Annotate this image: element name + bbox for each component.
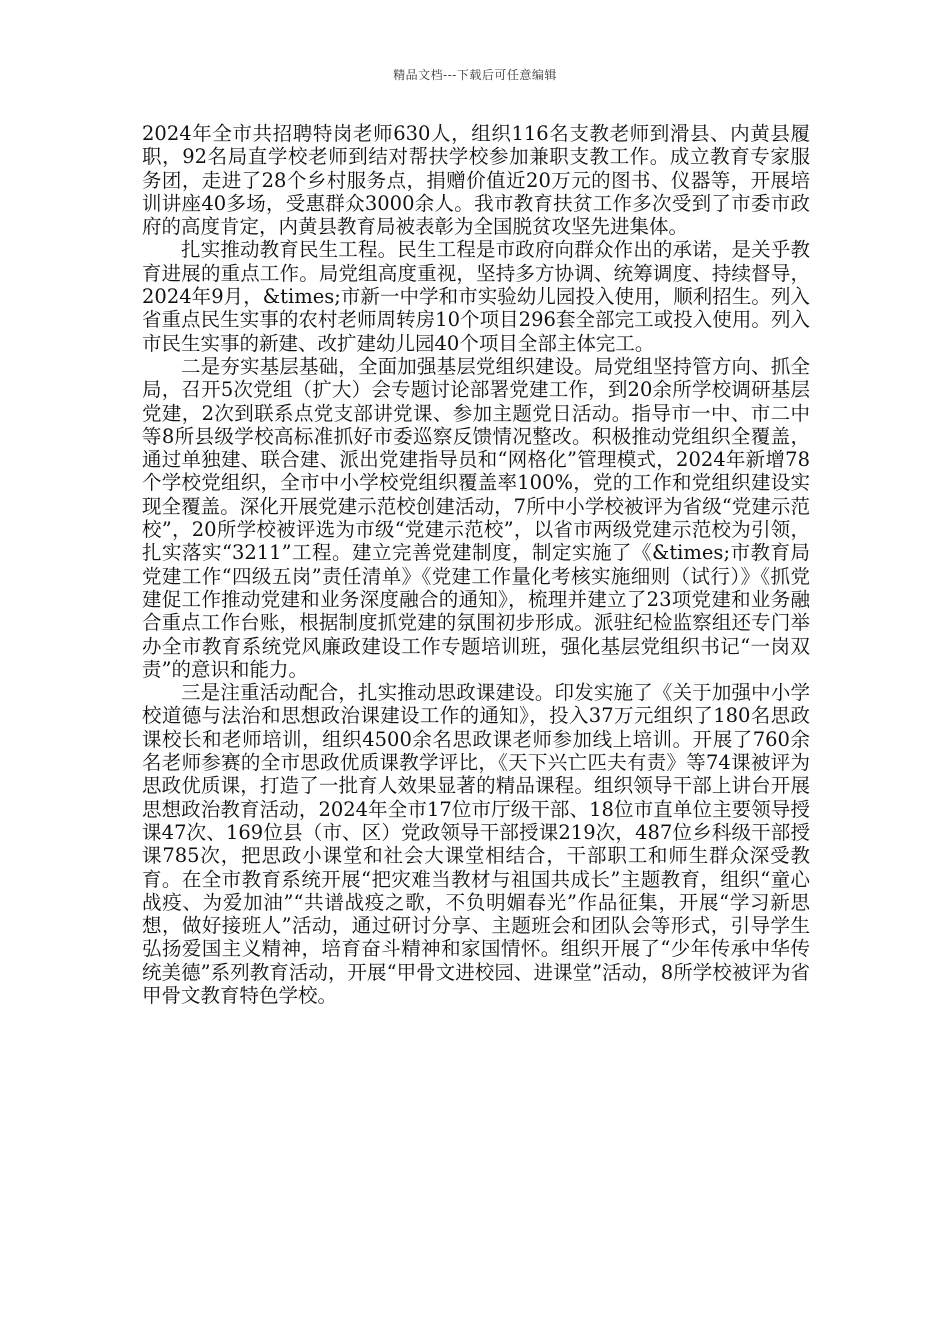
- paragraph-livelihood-projects: 扎实推动教育民生工程。民生工程是市政府向群众作出的承诺，是关乎教育进展的重点工作。局党组高度重视，坚持多方协调、统筹调度、持续督导，2024年9月，&times;市新一中学和市实验幼儿园投入使用，顺利招生。列入省重点民生实事的农村老师周转房10个项目296套全部完工或投入使用。列入市民生实事的新建、改扩建幼儿园40个项目全部主体完工。: [142, 238, 810, 355]
- page-header: 精品文档---下载后可任意编辑: [393, 68, 557, 82]
- paragraph-ideological-courses: 三是注重活动配合，扎实推动思政课建设。印发实施了《关于加强中小学校道德与法治和思想政治课建设工作的通知》，投入37万元组织了180名思政课校长和老师培训，组织4500余名思政课老师参加线上培训。开展了760余名老师参赛的全市思政优质课教学评比，《天下兴亡匹夫有责》等74课被评为思政优质课，打造了一批育人效果显著的精品课程。组织领导干部上讲台开展思想政治教育活动，2024年全市17位市厅级干部、18位市直单位主要领导授课47次、169位县（市、区）党政领导干部授课219次，487位乡科级干部授课785次，把思政小课堂和社会大课堂相结合，干部职工和师生群众深受教育。在全市教育系统开展“把灾难当教材与祖国共成长”主题教育，组织“童心战疫、为爱加油”“共谱战疫之歌，不负明媚春光”作品征集，开展“学习新思想，做好接班人”活动，通过研讨分享、主题班会和团队会等形式，引导学生弘扬爱国主义精神，培育奋斗精神和家国情怀。组织开展了“少年传承中华传统美德”系列教育活动，开展“甲骨文进校园、进课堂”活动，8所学校被评为省甲骨文教育特色学校。: [142, 681, 810, 1007]
- paragraph-party-building: 二是夯实基层基础，全面加强基层党组织建设。局党组坚持管方向、抓全局，召开5次党组（扩大）会专题讨论部署党建工作，到20余所学校调研基层党建，2次到联系点党支部讲党课、参加主题党日活动。指导市一中、市二中等8所县级学校高标准抓好市委巡察反馈情况整改。积极推动党组织全覆盖，通过单独建、联合建、派出党建指导员和“网格化”管理模式，2024年新增78个学校党组织，全市中小学校党组织覆盖率100%，党的工作和党组织建设实现全覆盖。深化开展党建示范校创建活动，7所中小学校被评为省级“党建示范校”，20所学校被评选为市级“党建示范校”，以省市两级党建示范校为引领，扎实落实“3211”工程。建立完善党建制度，制定实施了《&times;市教育局党建工作“四级五岗”责任清单》《党建工作量化考核实施细则（试行）》《抓党建促工作推动党建和业务深度融合的通知》，梳理并建立了23项党建和业务融合重点工作台账，根据制度抓党建的氛围初步形成。派驻纪检监察组还专门举办全市教育系统党风廉政建设工作专题培训班，强化基层党组织书记“一岗双责”的意识和能力。: [142, 354, 810, 681]
- paragraph-education-poverty-relief: 2024年全市共招聘特岗老师630人，组织116名支教老师到滑县、内黄县履职，92名局直学校老师到结对帮扶学校参加兼职支教工作。成立教育专家服务团，走进了28个乡村服务点，捐赠价值近20万元的图书、仪器等，开展培训讲座40多场，受惠群众3000余人。我市教育扶贫工作多次受到了市委市政府的高度肯定，内黄县教育局被表彰为全国脱贫攻坚先进集体。: [142, 122, 810, 239]
- document-body: [142, 122, 810, 1007]
